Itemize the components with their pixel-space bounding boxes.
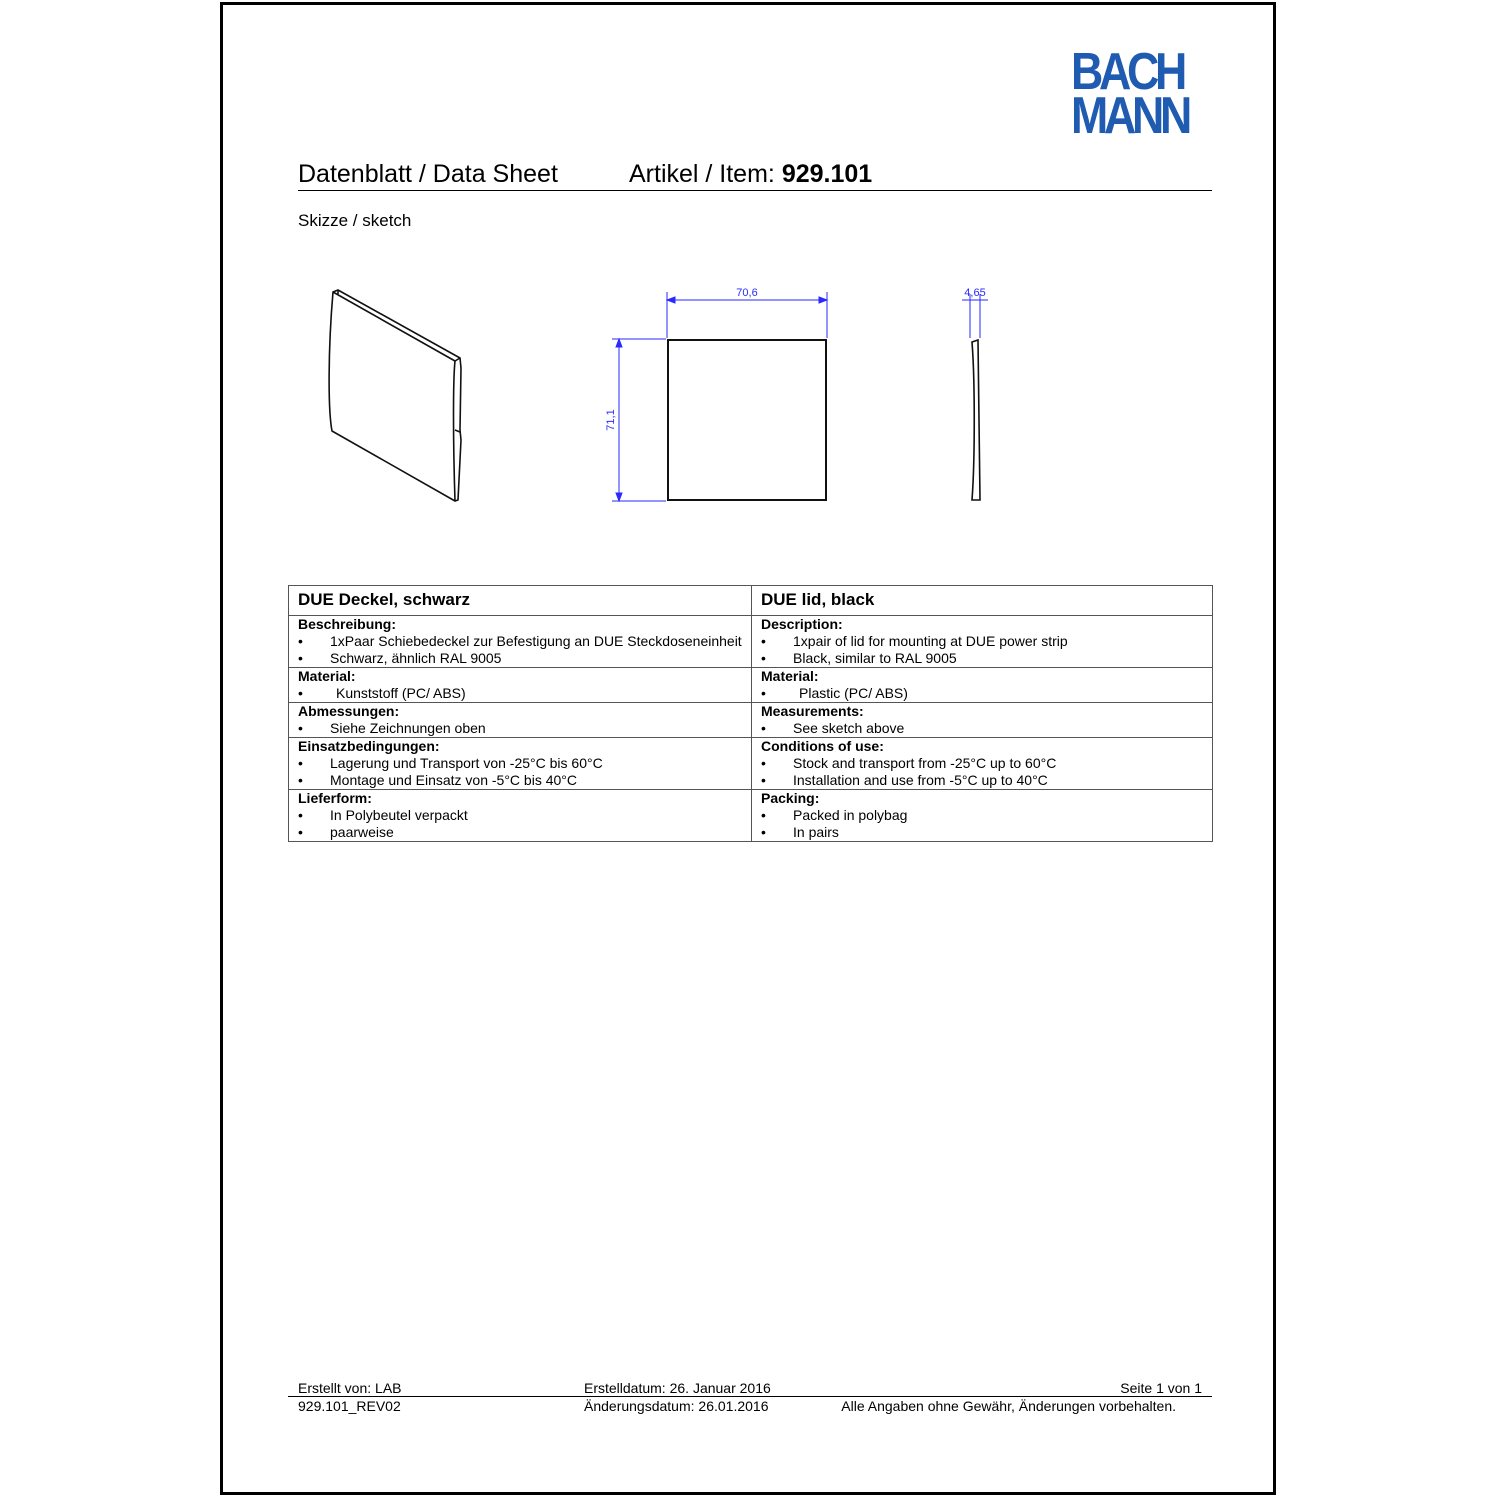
section-heading: Abmessungen: bbox=[298, 703, 400, 719]
technical-sketch bbox=[300, 280, 1020, 520]
list-item: • Schwarz, ähnlich RAL 9005 bbox=[298, 650, 742, 667]
changed-date: Änderungsdatum: 26.01.2016 bbox=[584, 1398, 769, 1414]
list-item: • Plastic (PC/ ABS) bbox=[761, 685, 1203, 702]
side-view bbox=[962, 294, 988, 500]
footer-line-2 bbox=[288, 1397, 1212, 1414]
list-item: • Siehe Zeichnungen oben bbox=[298, 720, 742, 737]
item-heading bbox=[629, 160, 872, 189]
cell-de bbox=[289, 738, 752, 790]
dim-height-label: 71,1 bbox=[605, 409, 617, 431]
list-item: • Black, similar to RAL 9005 bbox=[761, 650, 1203, 667]
cell-de bbox=[289, 668, 752, 703]
cell-de bbox=[289, 616, 752, 668]
list-item: • Kunststoff (PC/ ABS) bbox=[298, 685, 742, 702]
section-heading: Einsatzbedingungen: bbox=[298, 738, 440, 754]
dim-width-label: 70,6 bbox=[736, 287, 758, 299]
created-date: Erstelldatum: 26. Januar 2016 bbox=[584, 1380, 771, 1396]
bachmann-logo bbox=[1071, 43, 1188, 145]
dim-depth-label: 4,65 bbox=[964, 287, 986, 299]
list-item: • In Polybeutel verpackt bbox=[298, 807, 742, 824]
spec-row-material bbox=[289, 668, 1213, 703]
spec-header-row bbox=[289, 586, 1213, 616]
logo-line-2: MANN bbox=[1071, 87, 1188, 145]
section-heading: Packing: bbox=[761, 790, 820, 806]
isometric-view bbox=[329, 290, 461, 501]
front-view bbox=[612, 292, 827, 501]
spec-row-measurements bbox=[289, 703, 1213, 738]
list-item: • Packed in polybag bbox=[761, 807, 1203, 824]
list-item: • 1xPaar Schiebedeckel zur Befestigung an DUE Steckdoseneinheit bbox=[298, 633, 742, 650]
doc-title: Datenblatt / Data Sheet bbox=[298, 160, 558, 188]
footer-line-1 bbox=[288, 1379, 1212, 1397]
revision: 929.101_REV02 bbox=[298, 1398, 401, 1414]
list-item: • In pairs bbox=[761, 824, 1203, 841]
cell-en bbox=[752, 738, 1213, 790]
section-heading: Beschreibung: bbox=[298, 616, 397, 632]
title-row bbox=[298, 160, 1212, 191]
spec-row-packing bbox=[289, 790, 1213, 842]
spec-row-conditions bbox=[289, 738, 1213, 790]
list-item: • Lagerung und Transport von -25°C bis 60°C bbox=[298, 755, 742, 772]
cell-de bbox=[289, 790, 752, 842]
list-item: • See sketch above bbox=[761, 720, 1203, 737]
title-de: DUE Deckel, schwarz bbox=[289, 586, 752, 616]
spec-row-description bbox=[289, 616, 1213, 668]
section-heading: Lieferform: bbox=[298, 790, 372, 806]
section-heading: Description: bbox=[761, 616, 843, 632]
spec-table bbox=[288, 585, 1213, 842]
item-label: Artikel / Item: bbox=[629, 160, 782, 188]
cell-en bbox=[752, 703, 1213, 738]
list-item: • paarweise bbox=[298, 824, 742, 841]
list-item: • Installation and use from -5°C up to 40°C bbox=[761, 772, 1203, 789]
list-item: • 1xpair of lid for mounting at DUE power strip bbox=[761, 633, 1203, 650]
section-heading: Material: bbox=[298, 668, 356, 684]
item-number: 929.101 bbox=[781, 160, 873, 188]
sketch-label: Skizze / sketch bbox=[298, 211, 412, 230]
list-item: • Stock and transport from -25°C up to 60°C bbox=[761, 755, 1203, 772]
list-item: • Montage und Einsatz von -5°C bis 40°C bbox=[298, 772, 742, 789]
section-heading: Conditions of use: bbox=[761, 738, 884, 754]
section-heading: Material: bbox=[761, 668, 819, 684]
cell-en bbox=[752, 790, 1213, 842]
logo-line-1: BACH bbox=[1071, 43, 1183, 101]
created-by: Erstellt von: LAB bbox=[298, 1380, 402, 1396]
cell-de bbox=[289, 703, 752, 738]
title-en: DUE lid, black bbox=[752, 586, 1213, 616]
cell-en bbox=[752, 616, 1213, 668]
page-footer bbox=[288, 1379, 1212, 1414]
disclaimer: Alle Angaben ohne Gewähr, Änderungen vorbehalten. bbox=[841, 1398, 1176, 1414]
page-number: Seite 1 von 1 bbox=[1120, 1380, 1202, 1396]
cell-en bbox=[752, 668, 1213, 703]
section-heading: Measurements: bbox=[761, 703, 864, 719]
